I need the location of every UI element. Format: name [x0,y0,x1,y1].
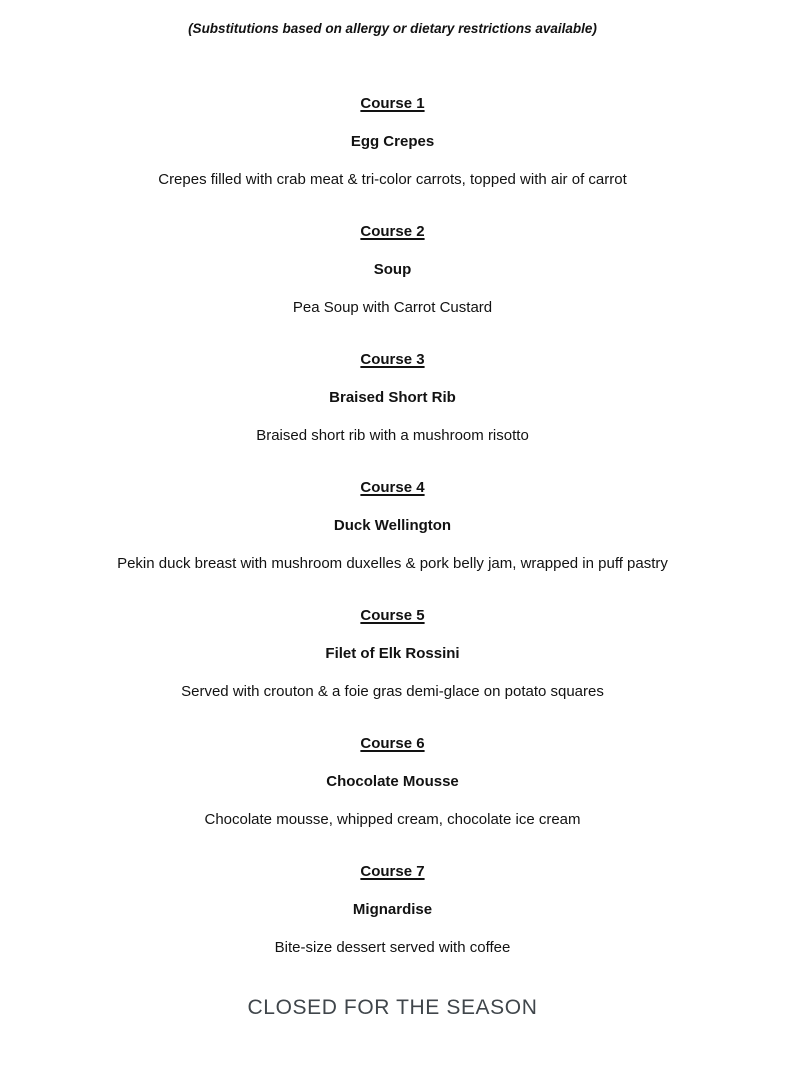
dish-description: Crepes filled with crab meat & tri-color carrots, topped with air of carrot [158,171,627,188]
closed-season-banner: CLOSED FOR THE SEASON [247,996,538,1019]
course-heading: Course 7 [360,863,425,880]
dish-description: Pekin duck breast with mushroom duxelles & pork belly jam, wrapped in puff pastry [117,555,668,572]
course-block-7 [0,862,785,957]
course-heading: Course 5 [360,607,425,624]
course-block-5 [0,606,785,701]
dish-description: Pea Soup with Carrot Custard [292,299,493,316]
dish-name: Duck Wellington [333,517,452,534]
dish-name: Soup [373,261,412,278]
course-block-3 [0,350,785,445]
course-heading: Course 2 [360,223,425,240]
dish-name: Chocolate Mousse [326,773,459,790]
dish-description: Braised short rib with a mushroom risotto [256,427,529,444]
dish-description: Served with crouton & a foie gras demi-glace on potato squares [181,683,604,700]
course-block-2 [0,222,785,317]
course-block-1 [0,94,785,189]
substitutions-note: (Substitutions based on allergy or dietary restrictions available) [188,21,597,36]
course-block-4 [0,478,785,573]
dish-name: Braised Short Rib [329,389,456,406]
course-heading: Course 1 [360,95,425,112]
dish-description: Chocolate mousse, whipped cream, chocolate ice cream [204,811,581,828]
dish-name: Filet of Elk Rossini [325,645,460,662]
course-heading: Course 6 [360,735,425,752]
course-heading: Course 4 [360,479,425,496]
dish-name: Egg Crepes [350,133,435,150]
course-heading: Course 3 [360,351,425,368]
course-block-6 [0,734,785,829]
dish-name: Mignardise [352,901,433,918]
dish-description: Bite-size dessert served with coffee [274,939,511,956]
